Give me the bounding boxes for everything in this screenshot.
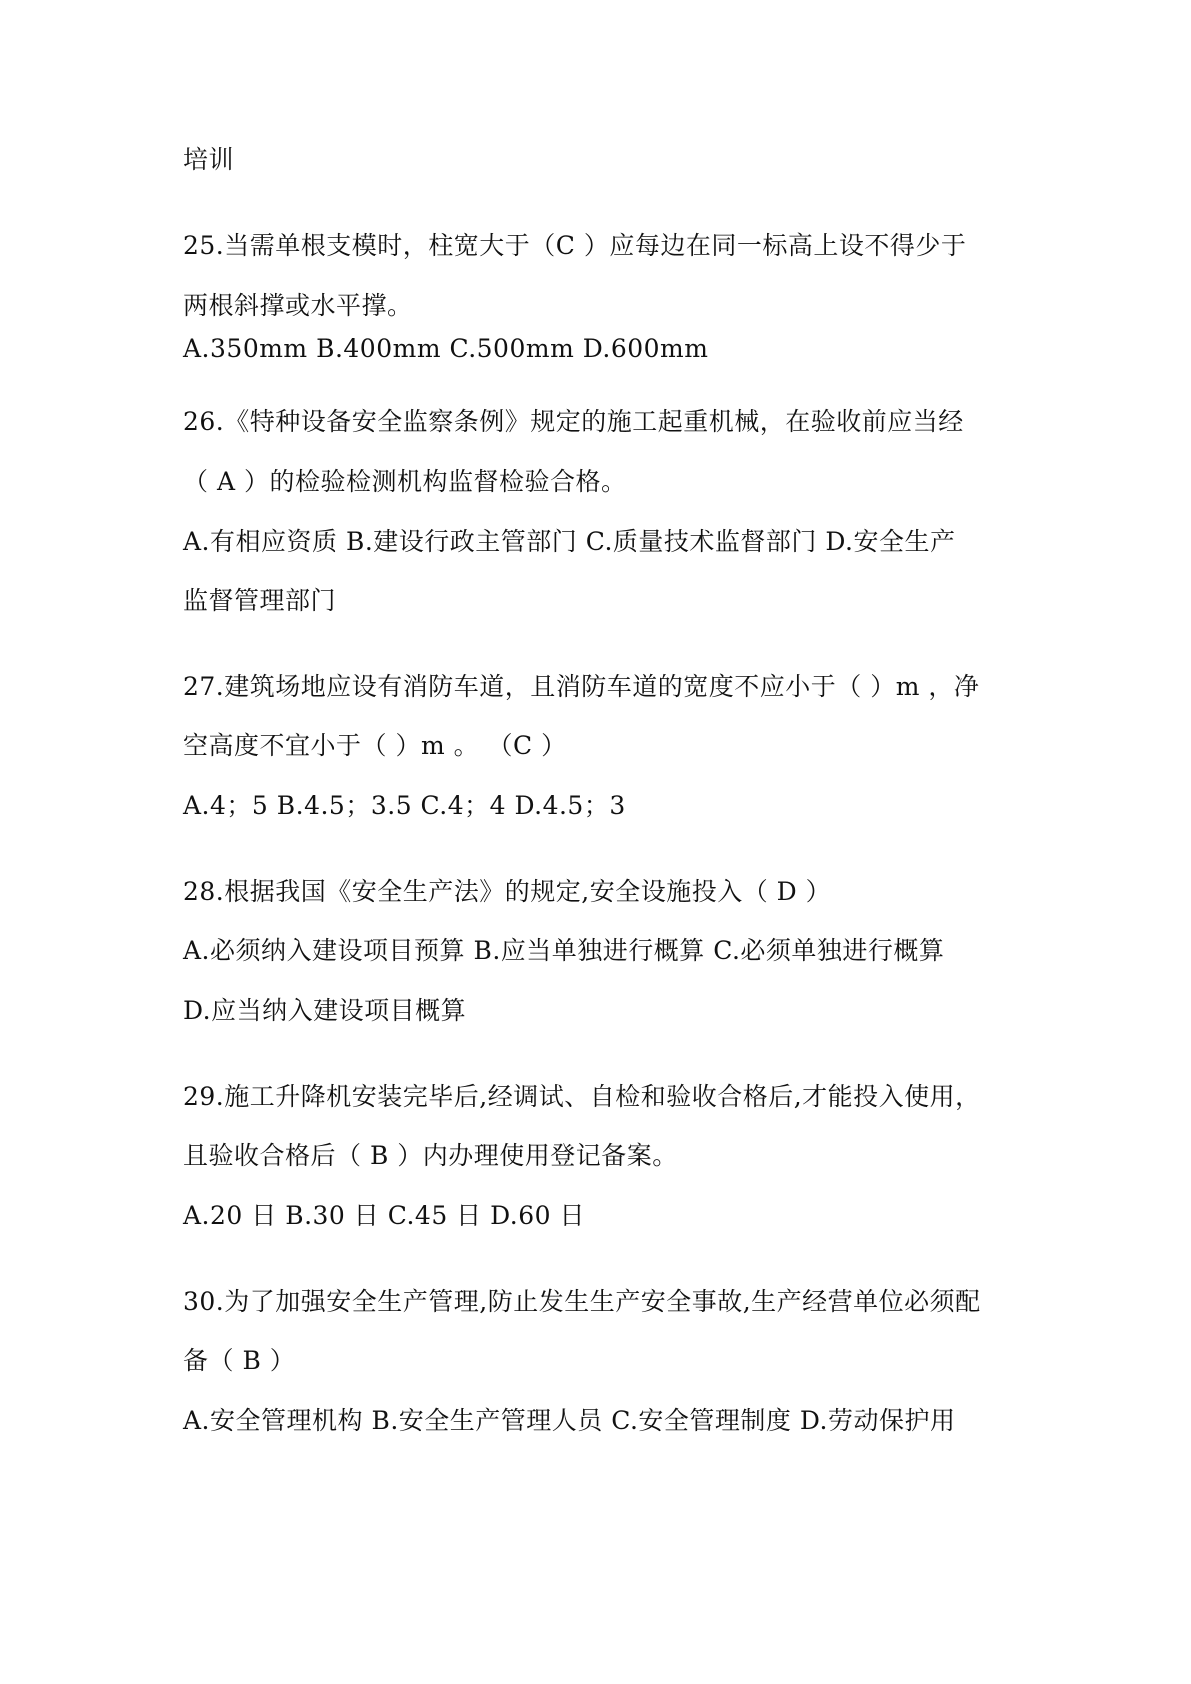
question-26-line-2: （ A ）的检验检测机构监督检验合格。 — [183, 467, 627, 496]
question-29-line-1: 29.施工升降机安装完毕后,经调试、自检和验收合格后,才能投入使用， — [183, 1082, 981, 1111]
question-27-line-1: 27.建筑场地应设有消防车道，且消防车道的宽度不应小于（ ）m ，净 — [183, 672, 980, 701]
question-25-line-1: 25.当需单根支模时，柱宽大于（C ）应每边在同一标高上设不得少于 — [183, 231, 967, 260]
question-26-options-line-2: 监督管理部门 — [183, 586, 337, 615]
question-28-line-1: 28.根据我国《安全生产法》的规定,安全设施投入（ D ） — [183, 877, 832, 906]
question-30-options: A.安全管理机构 B.安全生产管理人员 C.安全管理制度 D.劳动保护用 — [183, 1406, 956, 1435]
question-30-line-2: 备（ B ） — [183, 1346, 296, 1375]
question-29-line-2: 且验收合格后（ B ）内办理使用登记备案。 — [183, 1141, 678, 1170]
text-line-continuation: 培训 — [183, 145, 235, 174]
question-30-line-1: 30.为了加强安全生产管理,防止发生生产安全事故,生产经营单位必须配 — [183, 1287, 981, 1316]
question-27-line-2: 空高度不宜小于（ ）m 。 （C ） — [183, 731, 567, 760]
question-25-line-2: 两根斜撑或水平撑。 — [183, 291, 413, 320]
question-25-options: A.350mm B.400mm C.500mm D.600mm — [183, 334, 709, 363]
question-26-line-1: 26.《特种设备安全监察条例》规定的施工起重机械，在验收前应当经 — [183, 407, 964, 436]
question-27-options: A.4；5 B.4.5；3.5 C.4；4 D.4.5；3 — [183, 791, 626, 820]
question-28-options-line-2: D.应当纳入建设项目概算 — [183, 996, 467, 1025]
question-26-options-line-1: A.有相应资质 B.建设行政主管部门 C.质量技术监督部门 D.安全生产 — [183, 527, 956, 556]
question-29-options: A.20 日 B.30 日 C.45 日 D.60 日 — [183, 1201, 585, 1230]
question-28-options-line-1: A.必须纳入建设项目预算 B.应当单独进行概算 C.必须单独进行概算 — [183, 936, 945, 965]
